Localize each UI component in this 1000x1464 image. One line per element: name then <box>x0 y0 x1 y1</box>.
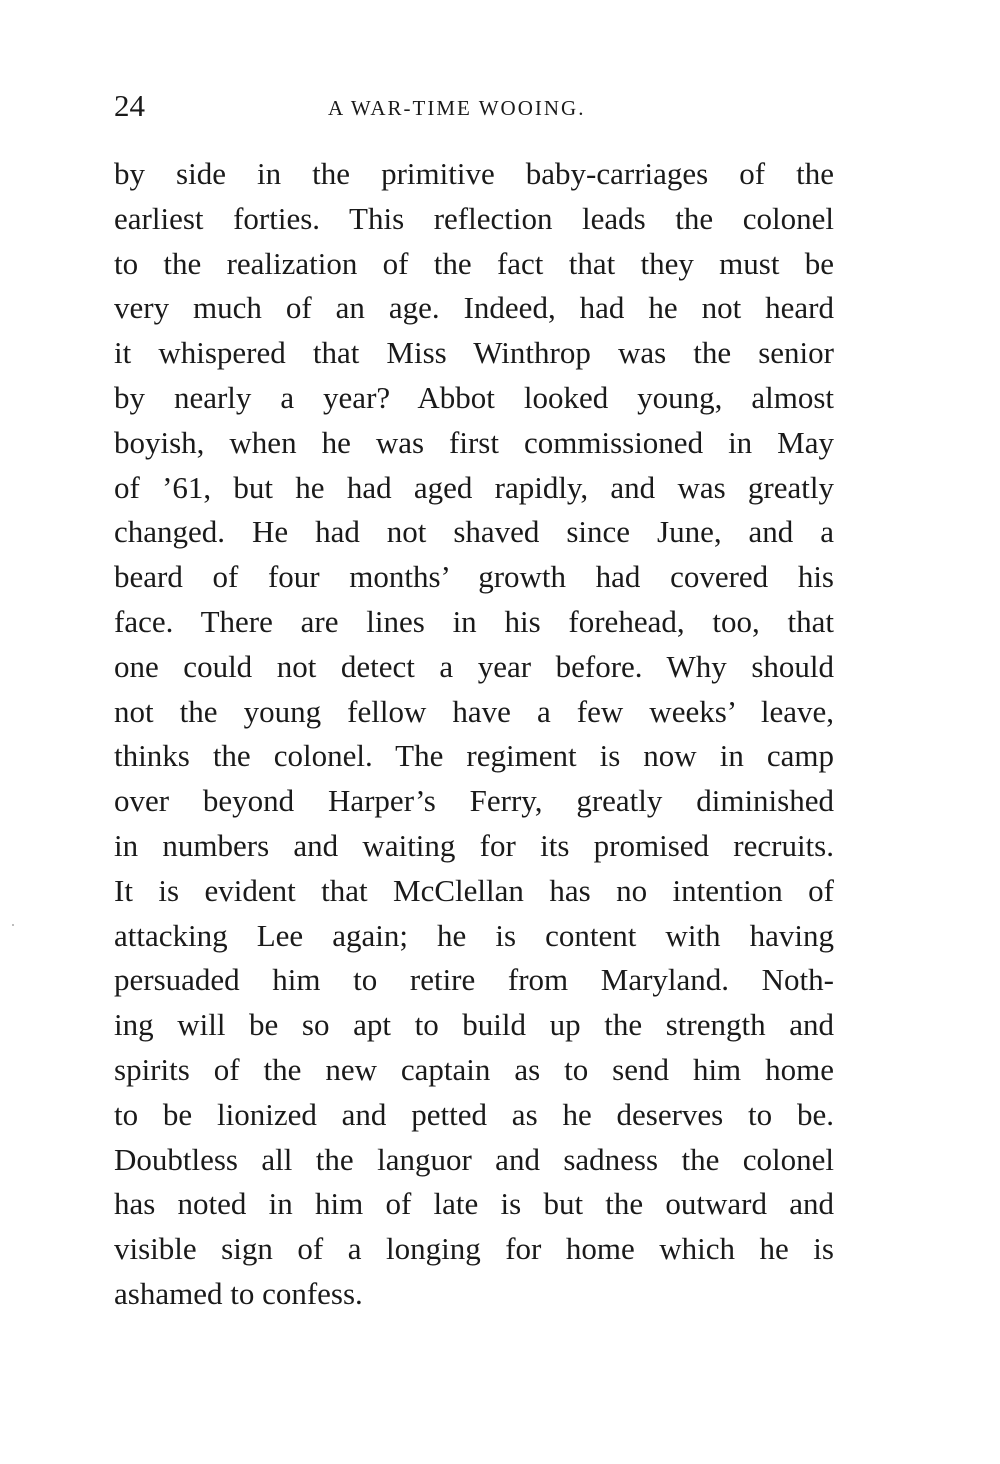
text-line: has noted in him of late is but the outward and <box>114 1186 834 1222</box>
text-line: by side in the primitive baby-carriages of the <box>114 156 834 191</box>
text-line: not the young fellow have a few weeks’ leave, <box>114 693 834 729</box>
text-line: it whispered that Miss Winthrop was the senior <box>114 335 834 371</box>
text-line: thinks the colonel. The regiment is now in camp <box>114 738 834 774</box>
running-head <box>114 86 834 126</box>
text-line: earliest forties. This reflection leads the colonel <box>114 200 834 236</box>
text-line: to be lionized and petted as he deserves to be. <box>114 1096 834 1132</box>
text-line: persuaded him to retire from Maryland. Noth- <box>114 962 834 998</box>
body-text <box>114 152 834 1317</box>
text-line: of ’61, but he had aged rapidly, and was greatly <box>114 469 834 505</box>
text-line: over beyond Harper’s Ferry, greatly diminished <box>114 783 834 819</box>
text-line: in numbers and waiting for its promised recruits. <box>114 827 834 863</box>
text-line: It is evident that McClellan has no intention of <box>114 872 834 908</box>
text-line: face. There are lines in his forehead, too, that <box>114 603 834 639</box>
text-line: beard of four months’ growth had covered his <box>114 559 834 595</box>
running-title: A WAR-TIME WOOING. <box>328 96 586 120</box>
page-number: 24 <box>114 88 145 123</box>
text-line: boyish, when he was first commissioned in May <box>114 424 834 460</box>
text-line: to the realization of the fact that they must be <box>114 245 834 281</box>
text-line: visible sign of a longing for home which he is <box>114 1231 834 1267</box>
text-line: ing will be so apt to build up the strength and <box>114 1007 834 1043</box>
text-line: ashamed to confess. <box>114 1275 363 1311</box>
scan-speck <box>12 924 14 926</box>
text-line: attacking Lee again; he is content with having <box>114 917 834 953</box>
text-line: Doubtless all the languor and sadness the colonel <box>114 1141 834 1177</box>
text-line: spirits of the new captain as to send him home <box>114 1051 834 1087</box>
text-line: by nearly a year? Abbot looked young, almost <box>114 379 834 415</box>
text-line: one could not detect a year before. Why should <box>114 648 834 684</box>
text-line: changed. He had not shaved since June, and a <box>114 514 834 550</box>
text-line: very much of an age. Indeed, had he not heard <box>114 290 834 326</box>
